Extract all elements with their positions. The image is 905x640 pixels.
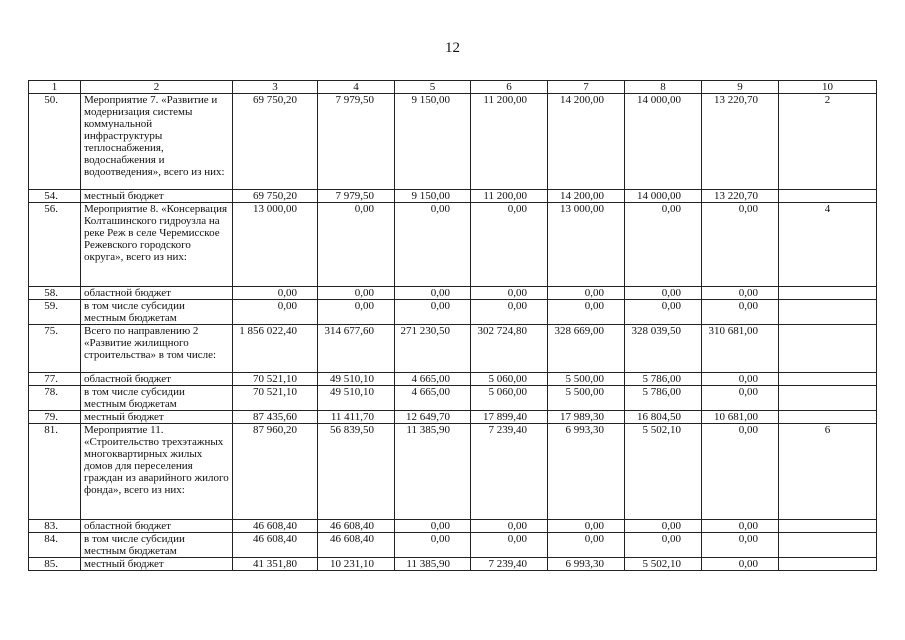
amount-cell: 11 411,70: [318, 411, 395, 424]
amount-cell: 0,00: [548, 300, 625, 325]
row-number-cell: 79.: [29, 411, 81, 424]
description-cell: Всего по направлению 2 «Развитие жилищного строительства» в том числе:: [81, 325, 233, 373]
amount-cell: 5 060,00: [471, 386, 548, 411]
amount-cell: 49 510,10: [318, 386, 395, 411]
amount-cell: 0,00: [625, 520, 702, 533]
amount-cell: 0,00: [548, 287, 625, 300]
amount-cell: 14 000,00: [625, 190, 702, 203]
row-number-cell: 50.: [29, 94, 81, 190]
description-cell: Мероприятие 8. «Консервация Колташинского гидроузла на реке Реж в селе Черемисское Режевского городского округа», всего из них:: [81, 203, 233, 287]
column-header: 8: [625, 81, 702, 94]
amount-cell: 70 521,10: [233, 386, 318, 411]
amount-cell: 4 665,00: [395, 386, 471, 411]
amount-cell: 328 039,50: [625, 325, 702, 373]
description-cell: местный бюджет: [81, 558, 233, 571]
amount-cell: 70 521,10: [233, 373, 318, 386]
amount-cell: 310 681,00: [702, 325, 779, 373]
description-cell: областной бюджет: [81, 520, 233, 533]
amount-cell: 10 681,00: [702, 411, 779, 424]
amount-cell: 46 608,40: [233, 533, 318, 558]
amount-cell: 7 979,50: [318, 190, 395, 203]
amount-cell: 0,00: [395, 300, 471, 325]
row-number-cell: 81.: [29, 424, 81, 520]
amount-cell: 0,00: [318, 203, 395, 287]
column-header: 5: [395, 81, 471, 94]
amount-cell: 5 500,00: [548, 373, 625, 386]
amount-cell: 87 435,60: [233, 411, 318, 424]
amount-cell: 0,00: [702, 424, 779, 520]
column-header: 10: [779, 81, 877, 94]
target-ref-cell: 4: [779, 203, 877, 287]
column-header: 2: [81, 81, 233, 94]
amount-cell: 0,00: [471, 203, 548, 287]
target-ref-cell: [779, 520, 877, 533]
target-ref-cell: [779, 300, 877, 325]
amount-cell: 13 220,70: [702, 190, 779, 203]
description-cell: в том числе субсидии местным бюджетам: [81, 533, 233, 558]
amount-cell: 41 351,80: [233, 558, 318, 571]
amount-cell: 0,00: [625, 203, 702, 287]
table-row: [29, 94, 877, 190]
column-header: 3: [233, 81, 318, 94]
target-ref-cell: [779, 411, 877, 424]
amount-cell: 56 839,50: [318, 424, 395, 520]
row-number-cell: 54.: [29, 190, 81, 203]
amount-cell: 271 230,50: [395, 325, 471, 373]
budget-table: [28, 80, 877, 571]
amount-cell: 5 060,00: [471, 373, 548, 386]
table-row: [29, 325, 877, 373]
amount-cell: 0,00: [702, 533, 779, 558]
amount-cell: 0,00: [625, 533, 702, 558]
amount-cell: 69 750,20: [233, 94, 318, 190]
target-ref-cell: [779, 558, 877, 571]
amount-cell: 46 608,40: [233, 520, 318, 533]
table-row: [29, 287, 877, 300]
table-row: [29, 411, 877, 424]
row-number-cell: 56.: [29, 203, 81, 287]
amount-cell: 9 150,00: [395, 190, 471, 203]
amount-cell: 0,00: [702, 558, 779, 571]
amount-cell: 11 385,90: [395, 424, 471, 520]
table-row: [29, 203, 877, 287]
amount-cell: 328 669,00: [548, 325, 625, 373]
column-header: 1: [29, 81, 81, 94]
amount-cell: 5 786,00: [625, 373, 702, 386]
amount-cell: 0,00: [233, 287, 318, 300]
amount-cell: 0,00: [625, 287, 702, 300]
amount-cell: 0,00: [395, 520, 471, 533]
amount-cell: 5 786,00: [625, 386, 702, 411]
target-ref-cell: [779, 373, 877, 386]
description-cell: областной бюджет: [81, 373, 233, 386]
amount-cell: 9 150,00: [395, 94, 471, 190]
target-ref-cell: [779, 325, 877, 373]
row-number-cell: 85.: [29, 558, 81, 571]
row-number-cell: 83.: [29, 520, 81, 533]
amount-cell: 4 665,00: [395, 373, 471, 386]
amount-cell: 17 989,30: [548, 411, 625, 424]
table-row: [29, 190, 877, 203]
description-cell: местный бюджет: [81, 411, 233, 424]
amount-cell: 69 750,20: [233, 190, 318, 203]
row-number-cell: 84.: [29, 533, 81, 558]
table-row: [29, 300, 877, 325]
amount-cell: 0,00: [471, 300, 548, 325]
amount-cell: 0,00: [395, 287, 471, 300]
amount-cell: 14 200,00: [548, 190, 625, 203]
description-cell: областной бюджет: [81, 287, 233, 300]
amount-cell: 1 856 022,40: [233, 325, 318, 373]
amount-cell: 0,00: [395, 533, 471, 558]
target-ref-cell: [779, 533, 877, 558]
amount-cell: 14 200,00: [548, 94, 625, 190]
description-cell: в том числе субсидии местным бюджетам: [81, 386, 233, 411]
amount-cell: 7 239,40: [471, 558, 548, 571]
amount-cell: 0,00: [395, 203, 471, 287]
amount-cell: 46 608,40: [318, 533, 395, 558]
row-number-cell: 59.: [29, 300, 81, 325]
amount-cell: 13 220,70: [702, 94, 779, 190]
amount-cell: 49 510,10: [318, 373, 395, 386]
amount-cell: 0,00: [548, 533, 625, 558]
amount-cell: 5 500,00: [548, 386, 625, 411]
amount-cell: 5 502,10: [625, 558, 702, 571]
table-row: [29, 373, 877, 386]
amount-cell: 0,00: [702, 203, 779, 287]
amount-cell: 6 993,30: [548, 558, 625, 571]
amount-cell: 0,00: [702, 300, 779, 325]
amount-cell: 14 000,00: [625, 94, 702, 190]
amount-cell: 0,00: [471, 520, 548, 533]
amount-cell: 0,00: [702, 373, 779, 386]
column-header: 7: [548, 81, 625, 94]
description-cell: Мероприятие 7. «Развитие и модернизация системы коммунальной инфраструктуры теплоснабжения, водоснабжения и водоотведения», всего из них:: [81, 94, 233, 190]
amount-cell: 13 000,00: [548, 203, 625, 287]
amount-cell: 0,00: [702, 520, 779, 533]
amount-cell: 7 239,40: [471, 424, 548, 520]
column-header: 4: [318, 81, 395, 94]
row-number-cell: 77.: [29, 373, 81, 386]
amount-cell: 5 502,10: [625, 424, 702, 520]
amount-cell: 0,00: [233, 300, 318, 325]
amount-cell: 0,00: [471, 533, 548, 558]
amount-cell: 6 993,30: [548, 424, 625, 520]
description-cell: Мероприятие 11. «Строительство трехэтажных многоквартирных жилых домов для переселения граждан из аварийного жилого фонда», всего из них:: [81, 424, 233, 520]
target-ref-cell: 6: [779, 424, 877, 520]
table-row: [29, 558, 877, 571]
amount-cell: 16 804,50: [625, 411, 702, 424]
amount-cell: 0,00: [471, 287, 548, 300]
amount-cell: 7 979,50: [318, 94, 395, 190]
amount-cell: 314 677,60: [318, 325, 395, 373]
table-row: [29, 424, 877, 520]
amount-cell: 11 200,00: [471, 94, 548, 190]
table-row: [29, 520, 877, 533]
target-ref-cell: [779, 287, 877, 300]
amount-cell: 0,00: [548, 520, 625, 533]
row-number-cell: 58.: [29, 287, 81, 300]
table-row: [29, 533, 877, 558]
table-row: [29, 386, 877, 411]
row-number-cell: 78.: [29, 386, 81, 411]
amount-cell: 11 200,00: [471, 190, 548, 203]
amount-cell: 10 231,10: [318, 558, 395, 571]
target-ref-cell: 2: [779, 94, 877, 190]
amount-cell: 0,00: [318, 300, 395, 325]
amount-cell: 302 724,80: [471, 325, 548, 373]
amount-cell: 11 385,90: [395, 558, 471, 571]
amount-cell: 17 899,40: [471, 411, 548, 424]
amount-cell: 0,00: [625, 300, 702, 325]
amount-cell: 12 649,70: [395, 411, 471, 424]
amount-cell: 13 000,00: [233, 203, 318, 287]
amount-cell: 87 960,20: [233, 424, 318, 520]
row-number-cell: 75.: [29, 325, 81, 373]
description-cell: в том числе субсидии местным бюджетам: [81, 300, 233, 325]
amount-cell: 0,00: [318, 287, 395, 300]
amount-cell: 46 608,40: [318, 520, 395, 533]
table-header-row: [29, 81, 877, 94]
column-header: 9: [702, 81, 779, 94]
description-cell: местный бюджет: [81, 190, 233, 203]
page-number: 12: [445, 40, 460, 56]
column-header: 6: [471, 81, 548, 94]
amount-cell: 0,00: [702, 287, 779, 300]
target-ref-cell: [779, 386, 877, 411]
target-ref-cell: [779, 190, 877, 203]
amount-cell: 0,00: [702, 386, 779, 411]
